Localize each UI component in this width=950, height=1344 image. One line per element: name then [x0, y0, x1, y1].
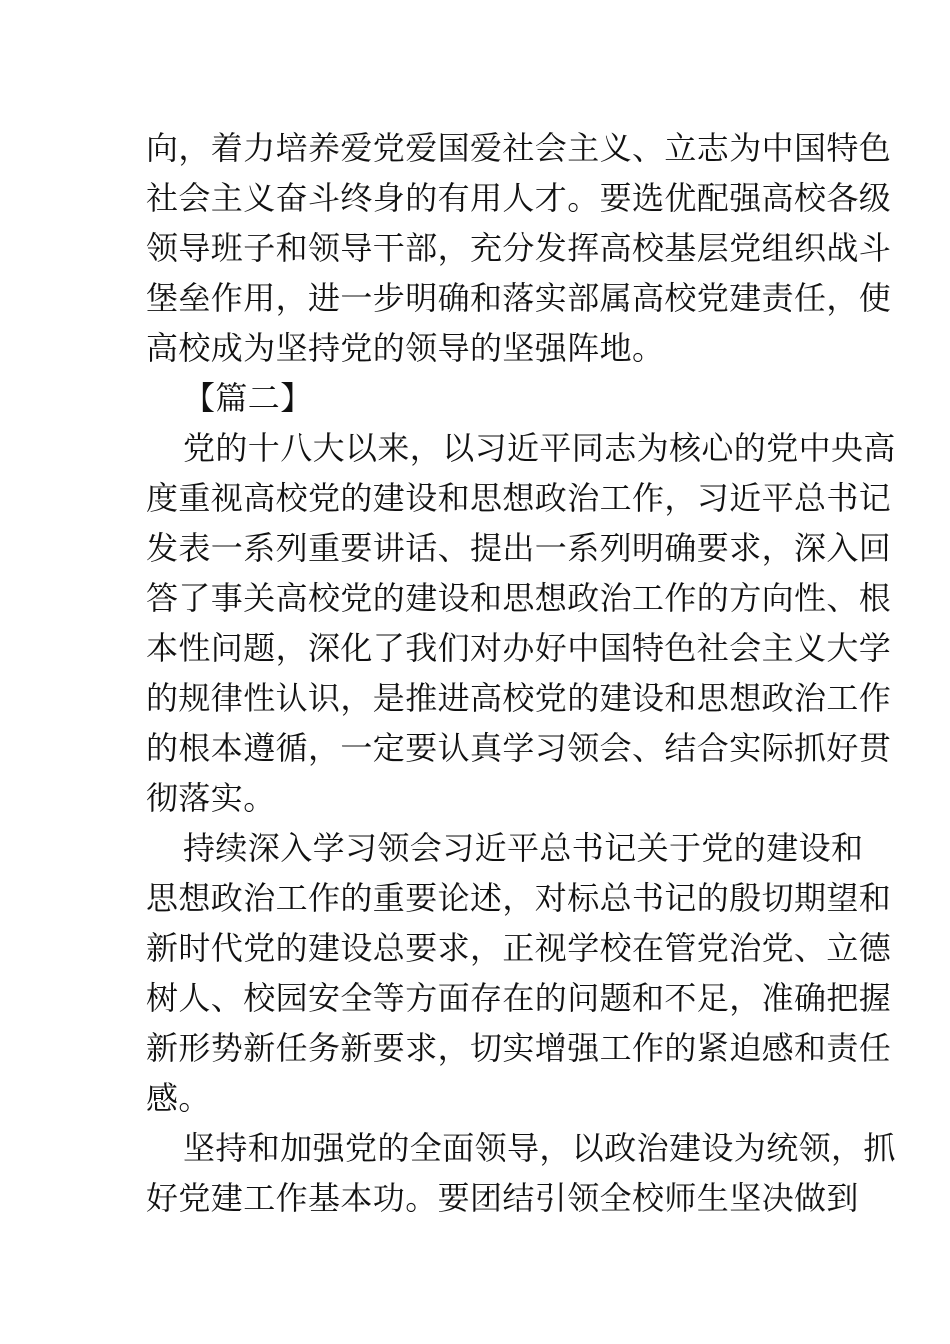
text-line: 发表一系列重要讲话、提出一系列明确要求，深入回	[146, 529, 892, 567]
section-heading: 【篇二】	[183, 379, 313, 417]
text-line: 度重视高校党的建设和思想政治工作，习近平总书记	[146, 479, 892, 517]
text-line: 堡垒作用，进一步明确和落实部属高校党建责任，使	[146, 279, 892, 317]
text-line: 彻落实。	[146, 779, 276, 817]
text-line: 感。	[146, 1079, 211, 1117]
text-line: 高校成为坚持党的领导的坚强阵地。	[146, 329, 665, 367]
text-line: 向，着力培养爱党爱国爱社会主义、立志为中国特色	[146, 129, 892, 167]
text-line: 思想政治工作的重要论述，对标总书记的殷切期望和	[146, 879, 892, 917]
text-line: 答了事关高校党的建设和思想政治工作的方向性、根	[146, 579, 892, 617]
text-line: 领导班子和领导干部，充分发挥高校基层党组织战斗	[146, 229, 892, 267]
text-line: 的规律性认识，是推进高校党的建设和思想政治工作	[146, 679, 892, 717]
text-line: 新形势新任务新要求，切实增强工作的紧迫感和责任	[146, 1029, 892, 1067]
text-line: 本性问题，深化了我们对办好中国特色社会主义大学	[146, 629, 892, 667]
text-line: 新时代党的建设总要求，正视学校在管党治党、立德	[146, 929, 892, 967]
text-line: 的根本遵循，一定要认真学习领会、结合实际抓好贯	[146, 729, 892, 767]
text-line: 树人、校园安全等方面存在的问题和不足，准确把握	[146, 979, 892, 1017]
text-line: 党的十八大以来，以习近平同志为核心的党中央高	[183, 429, 896, 467]
text-line: 好党建工作基本功。要团结引领全校师生坚决做到	[146, 1179, 859, 1217]
text-line: 社会主义奋斗终身的有用人才。要选优配强高校各级	[146, 179, 892, 217]
text-line: 持续深入学习领会习近平总书记关于党的建设和	[183, 829, 864, 867]
text-line: 坚持和加强党的全面领导，以政治建设为统领，抓	[183, 1129, 896, 1167]
